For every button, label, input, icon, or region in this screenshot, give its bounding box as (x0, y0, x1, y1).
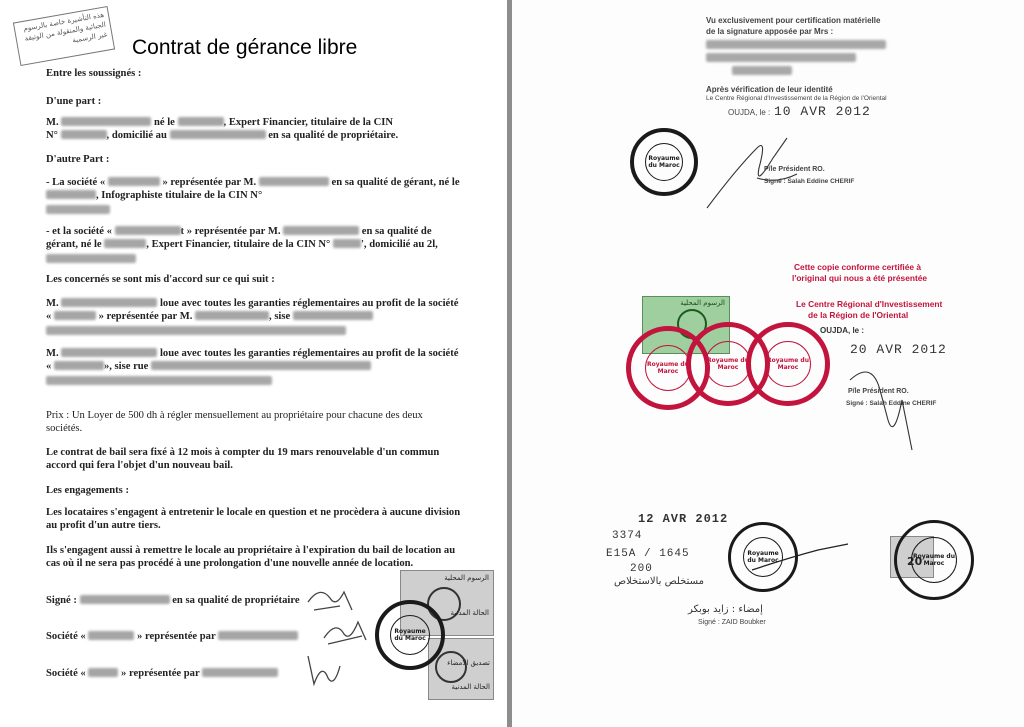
signe-proprietaire: Signé : en sa qualité de propriétaire (46, 595, 300, 606)
redaction (202, 668, 278, 677)
dautre-part-heading: D'autre Part : (46, 154, 110, 165)
fiscal-stamp-green: الرسوم المحلية (642, 296, 730, 354)
official-seal: Royaume du Maroc (375, 600, 445, 670)
societe-2-signature-line: Société « » représentée par (46, 667, 278, 680)
societe-1-line-2: , Infographiste titulaire de la CIN N° (46, 189, 262, 202)
signature-certifier-2 (842, 360, 932, 455)
dune-part-heading: D'une part : (46, 96, 102, 107)
fiscal-stamp-small: 20 (890, 536, 934, 578)
redaction (178, 117, 224, 126)
engagements-heading: Les engagements : (46, 485, 129, 496)
entre-soussignes: Entre les soussignés : (46, 68, 142, 79)
redaction (218, 631, 298, 640)
societe-2-line-2: gérant, né le , Expert Financier, titulaire de la CIN N° ', domicilié au 2l, (46, 239, 438, 250)
signer-3: P/le Président RO. (848, 388, 909, 395)
signer-1: P/le Président RO. (764, 166, 825, 173)
owner-line-2: N° , domicilié au en sa qualité de propriétaire. (46, 130, 399, 141)
official-seal: Royaume du Maroc (894, 520, 974, 600)
signature-societe-1 (318, 612, 378, 652)
redacted-line (46, 376, 272, 385)
signer-2: Signé : Salah Eddine CHERIF (764, 178, 855, 185)
oujda-label-2: OUJDA, le : (820, 326, 865, 335)
bail-line-1: Le contrat de bail sera fixé à 12 mois à compter du 19 mars renouvelable d'un commun (46, 447, 440, 458)
bail-line-2: accord qui fera l'objet d'un nouveau bail. (46, 460, 233, 471)
official-seal-red: Royaume du Maroc (746, 322, 830, 406)
cert-line-2: de la signature apposée par Mrs : (706, 27, 834, 36)
receipt-code: E15A / 1645 (606, 548, 690, 560)
receipt-number: 3374 (612, 530, 643, 542)
prix-line-1: Prix : Un Loyer de 500 dh à régler mensuellement au propriétaire pour chacune des deux (46, 410, 423, 421)
cert-line-1: Vu exclusivement pour certification matérielle (706, 16, 881, 25)
redaction (46, 190, 96, 199)
official-seal-red: Royaume du Maroc (626, 326, 710, 410)
redaction (333, 239, 361, 248)
societe-1-signature-line: Société « » représentée par (46, 630, 298, 643)
centre-regional-line-2: de la Région de l'Oriental (808, 310, 909, 320)
engagement-2-line-2: cas où il ne sera pas procédé à une prolongation d'une nouvelle année de location. (46, 558, 414, 569)
redaction (61, 130, 107, 139)
redacted-line (46, 254, 136, 263)
redacted-line (46, 326, 346, 335)
redaction (54, 311, 96, 320)
centre-regional-line-1: Le Centre Régional d'Investissement (796, 299, 943, 309)
location-2-line-1: M. loue avec toutes les garanties réglementaires au profit de la société (46, 348, 459, 359)
fiscal-note-stamp: هذه التأشيرة خاصة بالرسوم الجبائية والمنقولة من الوثيقة غير الرسمية (13, 6, 115, 66)
cert-line-4: Le Centre Régional d'Investissement de la Région de l'Oriental (706, 95, 887, 102)
engagement-1-line-2: au profit d'un autre tiers. (46, 520, 161, 531)
redaction (170, 130, 266, 139)
redaction (80, 595, 170, 604)
owner-line-1: M. né le , Expert Financier, titulaire de la CIN (46, 117, 394, 128)
societe-2-line-1: - et la société « t » représentée par M. en sa qualité de (46, 226, 432, 237)
right-page (512, 0, 1024, 727)
engagement-1-line-1: Les locataires s'engagent à entretenir le locale en question et ne procèdera à aucune division (46, 507, 461, 518)
receipt-amount: 200 (630, 563, 653, 575)
fiscal-stamp: الرسوم المحلية الحالة المدنية (400, 570, 494, 636)
redaction (108, 177, 160, 186)
redaction (104, 239, 146, 248)
redacted-line (732, 66, 792, 75)
arabic-signature-name: إمضاء : زايد بوبكر (688, 604, 763, 615)
copie-conforme-line-2: l'original qui nous a été présentée (792, 273, 928, 283)
redaction (61, 298, 157, 307)
official-seal-red: Royaume du Maroc (686, 322, 770, 406)
location-2-line-2: « », sise rue (46, 360, 371, 373)
societe-1-line-1: - La société « » représentée par M. en sa qualité de gérant, né le (46, 177, 460, 188)
redaction (88, 631, 134, 640)
latin-signature-name: Signé : ZAID Boubker (698, 619, 766, 626)
document-title: Contrat de gérance libre (132, 36, 358, 59)
redaction (259, 177, 329, 186)
signature-societe-2 (300, 648, 350, 692)
redaction (115, 226, 181, 235)
redacted-line (706, 53, 856, 62)
date-stamp-1: 10 AVR 2012 (774, 104, 871, 119)
redaction (283, 226, 359, 235)
prix-line-2: sociétés. (46, 423, 83, 434)
date-stamp-2: 20 AVR 2012 (850, 342, 947, 357)
official-seal: Royaume du Maroc (728, 522, 798, 592)
redaction (195, 311, 269, 320)
oujda-label-1: OUJDA, le : (728, 108, 771, 117)
left-page (0, 0, 507, 727)
redaction (88, 668, 118, 677)
redaction (61, 117, 151, 126)
redaction (151, 361, 371, 370)
accord-line: Les concernés se sont mis d'accord sur ce qui suit : (46, 274, 275, 285)
location-1-line-2: « » représentée par M. , sise (46, 310, 373, 323)
cert-line-3: Après vérification de leur identité (706, 85, 833, 94)
receipt-arabic: مستخلص بالاستخلاص (614, 576, 704, 587)
signature-certifier-1 (697, 128, 807, 218)
official-seal: Royaume du Maroc (630, 128, 698, 196)
redaction (61, 348, 157, 357)
copie-conforme-line-1: Cette copie conforme certifiée à (794, 262, 922, 272)
signature-receipt (748, 540, 858, 580)
signer-4: Signé : Salah Eddine CHERIF (846, 400, 937, 407)
date-stamp-3: 12 AVR 2012 (638, 512, 729, 526)
redacted-line (46, 205, 110, 214)
engagement-2-line-1: Ils s'engagent aussi à remettre le locale au propriétaire à l'expiration du bail de location au (46, 545, 456, 556)
redaction (293, 311, 373, 320)
redaction (54, 361, 104, 370)
redacted-line (706, 40, 886, 49)
location-1-line-1: M. loue avec toutes les garanties réglementaires au profit de la société (46, 298, 459, 309)
fiscal-stamp: تصديق الامضاء الحالة المدنية (428, 638, 494, 700)
